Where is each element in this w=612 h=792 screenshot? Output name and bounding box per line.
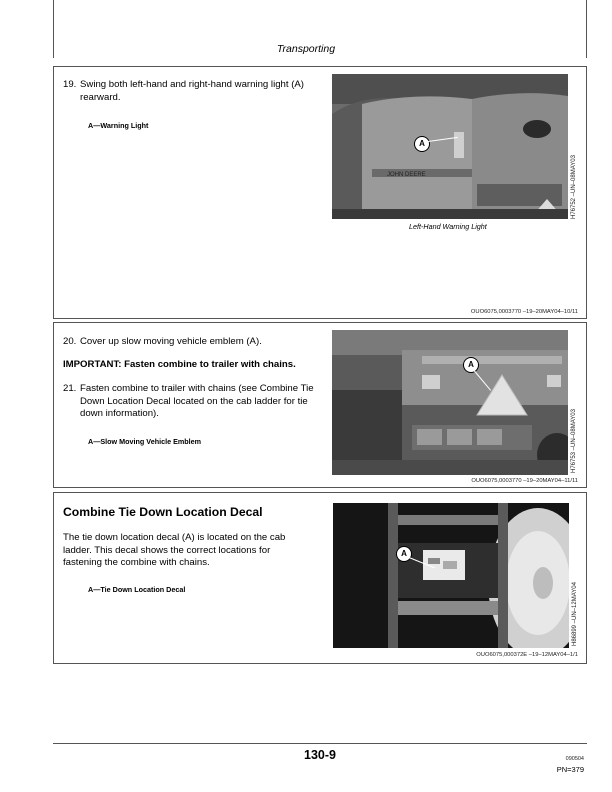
photo-tie-down-decal (333, 503, 569, 648)
step-19-number: 19. (63, 79, 77, 90)
svg-text:JOHN DEERE: JOHN DEERE (387, 172, 426, 178)
photo-warning-light (332, 74, 568, 219)
section-tie-down-decal (53, 492, 587, 664)
step-19-text: Swing both left-hand and right-hand warning light (A) rearward. (80, 79, 304, 103)
reference-code: OUO6075,0003770 –19–20MAY04–10/11 (470, 309, 578, 315)
step-21-number: 21. (63, 383, 77, 394)
photo-code: H76752 –UN–08MAY03 (571, 155, 577, 219)
reference-code: OUO6075,0003770 –19–20MAY04–11/11 (471, 478, 578, 484)
running-head: Transporting (276, 43, 336, 55)
photo-smv-emblem (332, 330, 568, 475)
important-note: IMPORTANT: Fasten combine to trailer with chains. (63, 359, 296, 370)
footer-rule (53, 743, 587, 744)
photo-code: H76753 –UN–08MAY03 (571, 409, 577, 473)
callout-a-marker: A (463, 357, 479, 373)
legend-tie-down-decal: A—Tie Down Location Decal (88, 585, 186, 594)
step-21-text: Fasten combine to trailer with chains (see Combine Tie Down Location Decal located on the cab ladder for tie down information). (80, 383, 314, 419)
legend-smv-emblem: A—Slow Moving Vehicle Emblem (88, 437, 202, 446)
footer-code: 090504 (565, 756, 584, 762)
ladder-decal-illustration (333, 503, 569, 648)
rear-emblem-illustration (332, 330, 568, 475)
section-warning-light (53, 66, 587, 319)
callout-a-marker: A (414, 136, 430, 152)
section-title: Combine Tie Down Location Decal (63, 505, 263, 519)
reference-code: OUO6075,000372E –19–12MAY04–1/1 (476, 652, 578, 658)
step-20-text: Cover up slow moving vehicle emblem (A). (80, 336, 262, 347)
combine-rear-illustration (332, 74, 568, 219)
legend-warning-light: A—Warning Light (88, 121, 149, 130)
section-body: The tie down location decal (A) is located on the cab ladder. This decal shows the correct locations for fastening the combine with chains. (63, 532, 286, 568)
photo-code: H86899 –UN–12MAY04 (572, 582, 578, 646)
page-number: 130-9 (304, 748, 336, 762)
step-20-number: 20. (63, 336, 77, 347)
section-smv-emblem (53, 322, 587, 488)
photo-caption: Left-Hand Warning Light (409, 222, 487, 231)
part-number: PN=379 (556, 765, 584, 774)
callout-a-marker: A (396, 546, 412, 562)
